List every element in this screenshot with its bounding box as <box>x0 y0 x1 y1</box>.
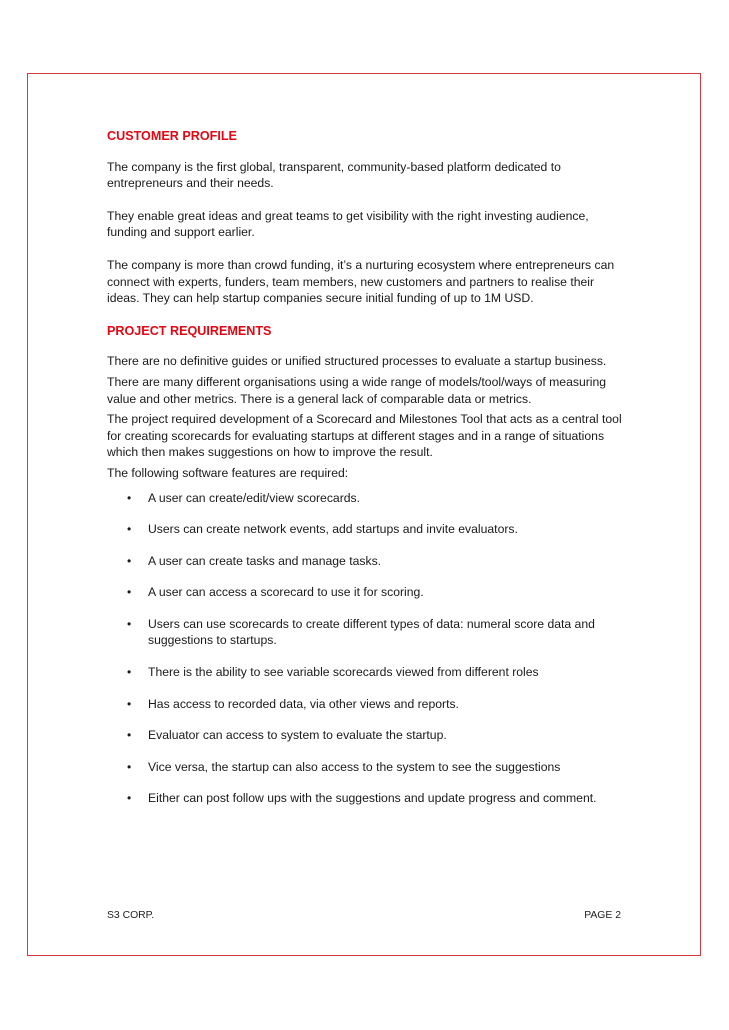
list-item <box>107 584 627 601</box>
document-body <box>107 128 627 822</box>
bullet-icon: • <box>127 665 132 680</box>
list-item <box>107 727 627 744</box>
feature-text: A user can access a scorecard to use it for scoring. <box>148 585 424 600</box>
bullet-icon: • <box>127 553 132 568</box>
bullet-icon: • <box>127 522 132 537</box>
bullet-icon: • <box>127 791 132 806</box>
feature-text: Vice versa, the startup can also access to the system to see the suggestions <box>148 759 561 774</box>
list-item <box>107 759 627 776</box>
feature-text: Users can use scorecards to create different types of data: numeral score data and suggestions to startups. <box>148 616 595 648</box>
customer-profile-paragraph: They enable great ideas and great teams to get visibility with the right investing audience, funding and support earlier. <box>107 208 589 240</box>
feature-text: Either can post follow ups with the suggestions and update progress and comment. <box>148 791 597 806</box>
bullet-icon: • <box>127 696 132 711</box>
bullet-icon: • <box>127 585 132 600</box>
list-item <box>107 490 627 507</box>
bullet-icon: • <box>127 759 132 774</box>
list-item <box>107 521 627 538</box>
customer-profile-heading: CUSTOMER PROFILE <box>107 129 237 143</box>
footer-page-number: PAGE 2 <box>584 910 621 921</box>
list-item <box>107 664 627 681</box>
feature-text: A user can create/edit/view scorecards. <box>148 490 361 505</box>
requirements-paragraph: There are no definitive guides or unified structured processes to evaluate a startup business. <box>107 354 607 369</box>
bullet-icon: • <box>127 728 132 743</box>
list-item <box>107 553 627 570</box>
bullet-icon: • <box>127 490 132 505</box>
requirements-paragraph: There are many different organisations using a wide range of models/tool/ways of measuring value and other metrics. There is a general lack of comparable data or metrics. <box>107 374 607 406</box>
list-item <box>107 790 627 807</box>
project-requirements-heading: PROJECT REQUIREMENTS <box>107 323 272 338</box>
requirements-paragraph: The following software features are required: <box>107 465 349 480</box>
list-item <box>107 696 627 713</box>
features-list <box>107 490 627 808</box>
customer-profile-paragraph: The company is more than crowd funding, it’s a nurturing ecosystem where entrepreneurs can connect with experts, funders, team members, new customers and partners to realise their ideas. They can help startup companies secure initial funding of up to 1M USD. <box>107 257 615 306</box>
list-item <box>107 616 627 649</box>
footer-company: S3 CORP. <box>107 910 155 921</box>
feature-text: Evaluator can access to system to evaluate the startup. <box>148 728 447 743</box>
bullet-icon: • <box>127 616 132 631</box>
feature-text: Has access to recorded data, via other views and reports. <box>148 696 459 711</box>
feature-text: A user can create tasks and manage tasks. <box>148 553 382 568</box>
customer-profile-paragraph: The company is the first global, transparent, community-based platform dedicated to entrepreneurs and their needs. <box>107 159 561 191</box>
feature-text: There is the ability to see variable scorecards viewed from different roles <box>148 665 539 680</box>
requirements-paragraph: The project required development of a Scorecard and Milestones Tool that acts as a central tool for creating scorecards for evaluating startups at different stages and in a range of situations which then makes suggestions on how to improve the result. <box>107 412 622 460</box>
feature-text: Users can create network events, add startups and invite evaluators. <box>148 522 518 537</box>
